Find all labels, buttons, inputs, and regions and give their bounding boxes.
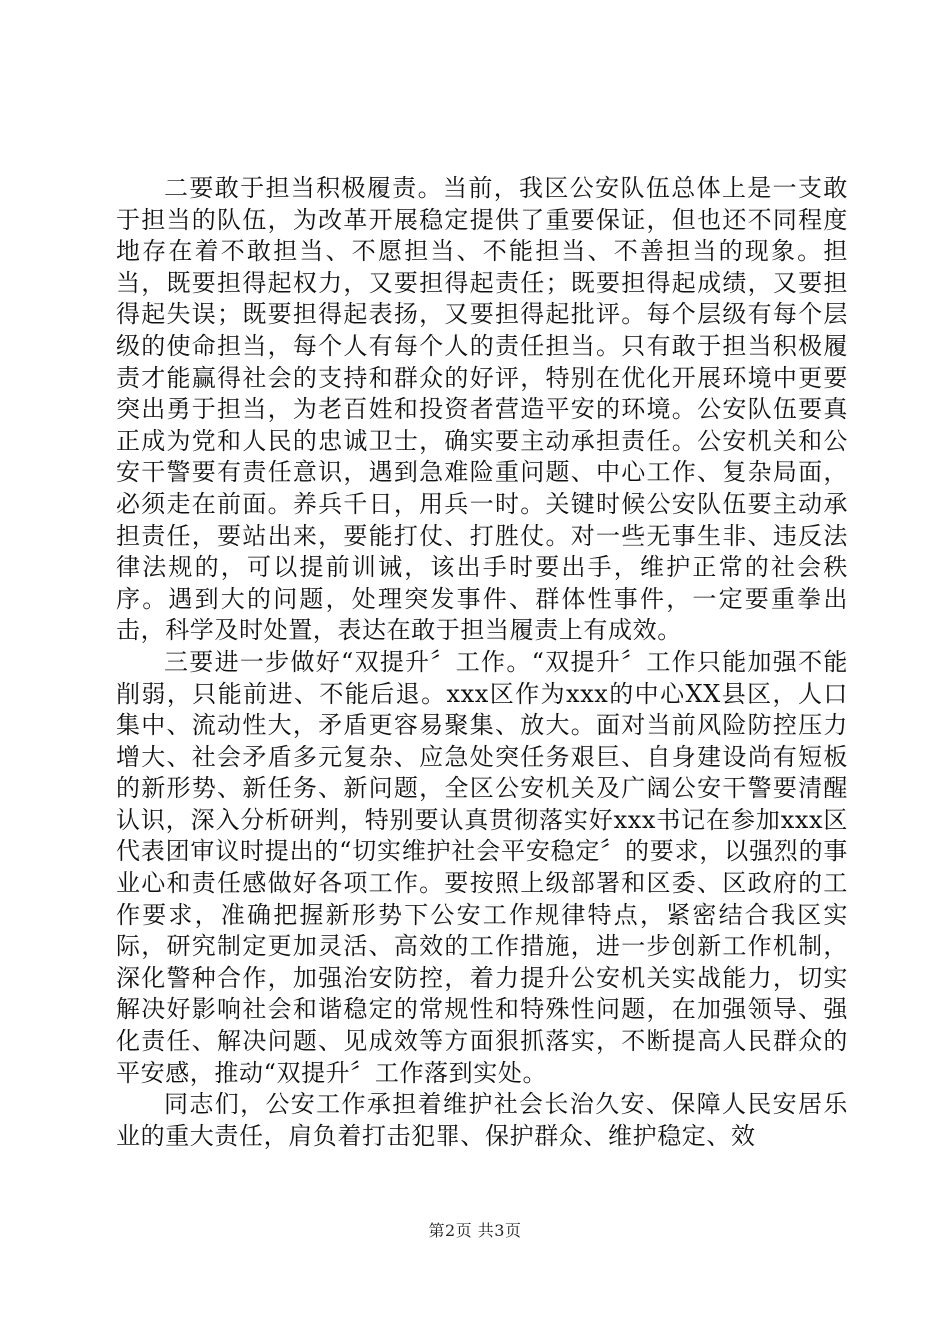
paragraph-comrades: 同志们，公安工作承担着维护社会长治久安、保障人民安居乐业的重大责任，肩负着打击犯罪、保护群众、维护稳定、效 [116, 1090, 848, 1150]
paragraph-duty: 二要敢于担当积极履责。当前，我区公安队伍总体上是一支敢于担当的队伍，为改革开展稳定提供了重要保证，但也还不同程度地存在着不敢担当、不愿担当、不能担当、不善担当的现象。担当，既要担得起权力，又要担得起责任；既要担得起成绩，又要担得起失误；既要担得起表扬，又要担得起批评。每个层级有每个层级的使命担当，每个人有每个人的责任担当。只有敢于担当积极履责才能赢得社会的支持和群众的好评，特别在优化开展环境中更要突出勇于担当，为老百姓和投资者营造平安的环境。公安队伍要真正成为党和人民的忠诚卫士，确实要主动承担责任。公安机关和公安干警要有责任意识，遇到急难险重问题、中心工作、复杂局面，必须走在前面。养兵千日，用兵一时。关键时候公安队伍要主动承担责任，要站出来，要能打仗、打胜仗。对一些无事生非、违反法律法规的，可以提前训诫，该出手时要出手，维护正常的社会秩序。遇到大的问题，处理突发事件、群体性事件，一定要重拳出击，科学及时处置，表达在敢于担当履责上有成效。 [116, 174, 848, 645]
document-body [116, 173, 848, 1152]
paragraph-double-promotion: 三要进一步做好“双提升〞工作。“双提升〞工作只能加强不能削弱，只能前进、不能后退。xxx区作为xxx的中心XX县区，人口集中、流动性大，矛盾更容易聚集、放大。面对当前风险防控压力增大、社会矛盾多元复杂、应急处突任务艰巨、自身建设尚有短板的新形势、新任务、新问题，全区公安机关及广阔公安干警要清醒认识，深入分析研判，特别要认真贯彻落实好xxx书记在参加xxx区代表团审议时提出的“切实维护社会平安稳定〞的要求，以强烈的事业心和责任感做好各项工作。要按照上级部署和区委、区政府的工作要求，准确把握新形势下公安工作规律特点，紧密结合我区实际，研究制定更加灵活、高效的工作措施，进一步创新工作机制，深化警种合作，加强治安防控，着力提升公安机关实战能力，切实解决好影响社会和谐稳定的常规性和特殊性问题，在加强领导、强化责任、解决问题、见成效等方面狠抓落实，不断提高人民群众的平安感，推动“双提升〞工作落到实处。 [116, 647, 848, 1087]
page-number: 第2页 共3页 [428, 1221, 522, 1240]
